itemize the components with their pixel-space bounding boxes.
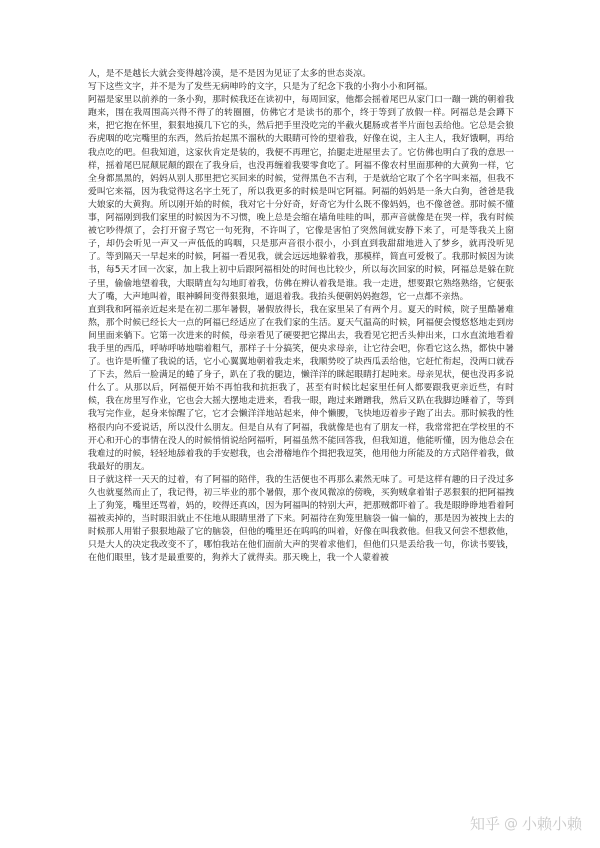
paragraph: 日子就这样一天天的过着，有了阿福的陪伴，我的生活便也不再那么素然无味了。可是这样有趣的日子没过多久也就戛然而止了，我记得，初三毕业的那个暑假，那个夜风微凉的傍晚，买狗贼拿着钳子恶狠狠的把阿福拽上了狗笼，嘴里还骂着，妈的，咬得还真凶，因为阿福叫的特别大声，把那贼都吓着了。我是眼睁睁地看着阿福被卖掉的，当时眼泪就止不住地从眼睛里滑了下来。阿福待在狗笼里脑袋一偏一偏的，那是因为被拽上去的时候那人用钳子狠狠地敲了它的脑袋，但他的嘴里还在呜呜的叫着，好像在叫我救他。但我又何尝不想救他，只是大人的决定我改变不了，哪怕我站在他们面前大声的哭着求他们，但他们只是丢给我一句，你读书要钱，在他们眼里，钱才是最重要的，狗养大了就得卖。那天晚上，我一个人蒙着被 — [88, 474, 514, 564]
watermark-author: 小赖小赖 — [521, 815, 582, 833]
paragraph: 直到我和阿福亲近起来是在初二那年暑假，暑假放得长，我在家里呆了有两个月。夏天的时候，院子里酷暑难熬，那个时候已经长大一点的阿福已经适应了在我们家的生活。夏天气温高的时候，阿福便会慢悠悠地走到房间里面来躺下。它第一次进来的时候，母亲看见了硬要把它撵出去，我看见它把舌头伸出来，口水直流地看着我手里的西瓜，呼哧呼哧地喘着粗气，那样子十分搞笑，便央求母亲，让它待会吧，你看它这么热，都快中暑了。也许是听懂了我说的话，它小心翼翼地朝着我走来，我顺势咬了块西瓜丢给他，它赶忙衔起，没两口就吞了下去，然后一脸满足的蜷了身子，趴在了我的腿边，懒洋洋的眯起眼睛打起盹来。母亲见状，便也没再多说什么了。从那以后，阿福便开始不再怕我和抗拒我了，甚至有时候比起家里任何人都要跟我更亲近些，有时候，我在房里写作业，它也会大摇大摆地走进来，看我一眼，跑过来蹭蹭我，然后又趴在我脚边睡着了，等到我写完作业，起身来惊醒了它，它才会懒洋洋地站起来，伸个懒腰，飞快地迈着步子跑了出去。那时候我的性格很内向不爱说话，所以没什么朋友。但是自从有了阿福，我就像是也有了朋友一样，我常常把在学校里的不开心和开心的事情在没人的时候悄悄说给阿福听，阿福虽然不能回答我，但我知道，他能听懂，因为他总会在我难过的时候，轻轻地舔着我的手安慰我，也会滑稽地作个揖把我逗笑，他用他力所能及的方式陪伴着我，做我最好的朋友。 — [88, 304, 514, 472]
zhihu-watermark — [470, 813, 582, 834]
watermark-platform: 知乎 — [469, 815, 500, 833]
article-body — [88, 68, 514, 566]
paragraph: 人，是不是越长大就会变得越冷漠，是不是因为见证了太多的世态炎凉。 — [88, 69, 372, 79]
paragraph: 阿福是家里以前养的一条小狗，那时候我还在读初中，每周回家，他都会摇着尾巴从家门口一蹦一跳的朝着我跑来，围在我周围高兴得不得了的转圈圈，仿佛它才是读书的那个，终于等到了放假一样。阿福总是会蹲下来，把它抱在怀里，狠狠地摸几下它的头，然后把手里没吃完的半截火腿肠或者半片面包丢给他。它总是会狼吞虎咽的吃完嘴里的东西，然后抬起黑不溜秋的大眼睛可怜的望着我，好像在说，主人主人，我好饿啊，再给我点吃的吧。但我知道，这家伙肯定是装的，我便不再理它，抬腿走进屋里去了。它仿佛也明白了我的意思一样，摇着尾巴屁颠屁颠的跟在了我身后，也没再缠着我要零食吃了。阿福不像农村里面那种的大黄狗一样，它全身都黑黑的，妈妈从别人那里把它买回来的时候，觉得黑色不吉利，于是就给它取了个名字叫来福，但我不爱叫它来福，因为我觉得这名字土死了，所以我更多的时候是叫它阿福。阿福的妈妈是一条大白狗，爸爸是我大娘家的大黄狗。所以刚开始的时候，我对它十分好奇，好奇它为什么既不像妈妈，也不像爸爸。那时候不懂事，阿福刚到我们家里的时候因为不习惯，晚上总是会缩在墙角哇哇的叫，那声音就像是在哭一样，我有时候被它吵得烦了，会打开窗子骂它一句死狗，不许叫了，它像是害怕了突然间就安静下来了，可是等我关上窗子，却仍会听见一声又一声低低的呜咽，只是那声音很小很小，小到直到我甜甜地进入了梦乡，就再没听见了。等到隔天一早起来的时候，阿福一看见我，就会远远地躲着我，那模样，简直可爱极了。我那时候因为读书，每5天才回一次家，加上我上初中后跟阿福相处的时间也比较少，所以每次回家的时候，阿福总是躲在院子里，偷偷地望着我，大眼睛直勾勾地盯着我，仿佛在辨认着我是谁。我一走进，想要跟它熟络熟络，它便张大了嘴，大声地叫着，眼神瞬间变得狠狠地，逼退着我。我抬头便朝妈妈抱怨，它一点都不亲热。 — [88, 95, 514, 302]
paragraph: 写下这些文字，并不是为了发些无病呻吟的文字，只是为了纪念下我的小狗小小和阿福。 — [88, 82, 434, 93]
watermark-at-sign: @ — [503, 815, 518, 832]
